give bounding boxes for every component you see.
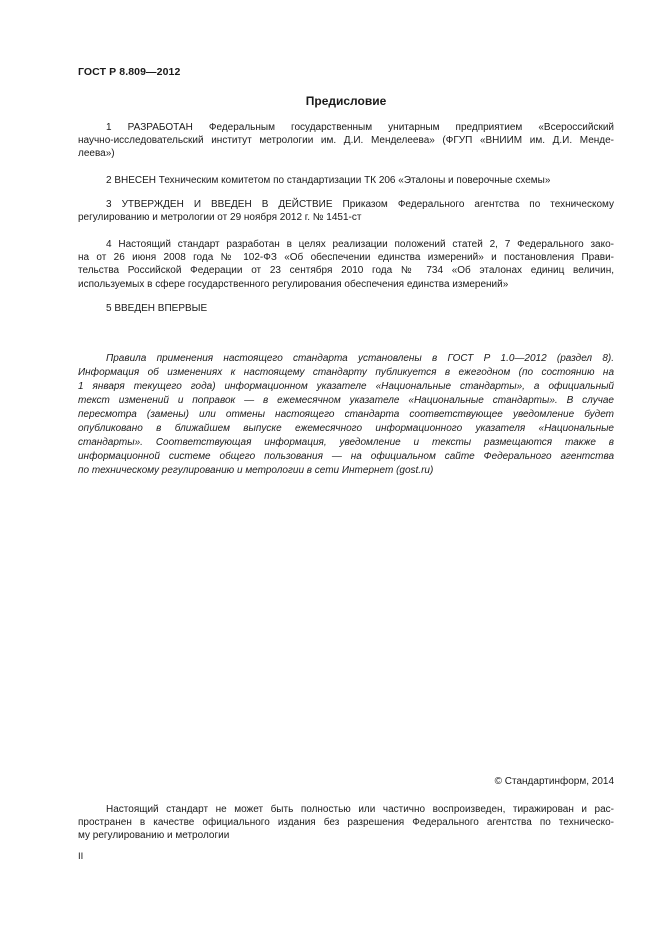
section-3-approved bbox=[78, 198, 614, 224]
section-4-purpose bbox=[78, 238, 614, 291]
application-rules-notice bbox=[78, 352, 614, 478]
section-3-line-2: регулированию и метрологии от 29 ноября 2012 г. № 1451-ст bbox=[78, 212, 362, 224]
section-3-line-1: 3 УТВЕРЖДЕН И ВВЕДЕН В ДЕЙСТВИЕ Приказом Федерального агентства по техническому bbox=[106, 199, 614, 210]
section-2-submitted-by bbox=[78, 174, 614, 187]
notice-line-1: Правила применения настоящего стандарта установлены в ГОСТ Р 1.0—2012 (раздел 8). bbox=[106, 353, 614, 364]
section-4-line-2: на от 26 июня 2008 года № 102-ФЗ «Об обеспечении единства измерений» и постановления Прави- bbox=[78, 252, 614, 264]
notice-line-9: по техническому регулированию и метрологии в сети Интернет (gost.ru) bbox=[78, 465, 434, 476]
notice-line-5: пересмотра (замены) или отмены настоящего стандарта соответствующее уведомление будет bbox=[78, 409, 614, 420]
reproduction-restriction-text bbox=[78, 803, 614, 843]
notice-line-6: опубликовано в ближайшем выпуске ежемесячного информационного указателя «Национальные bbox=[78, 423, 614, 434]
section-1-line-1: 1 РАЗРАБОТАН Федеральным государственным унитарным предприятием «Всероссийский bbox=[106, 122, 614, 133]
section-4-line-4: используемых в сфере государственного регулирования обеспечения единства измерений» bbox=[78, 278, 509, 290]
notice-line-2: Информация об изменениях к настоящему стандарту публикуется в ежегодном (по состоянию на bbox=[78, 367, 614, 378]
section-1-line-3: леева») bbox=[78, 148, 115, 160]
section-1-developed-by bbox=[78, 121, 614, 161]
section-5-introduced bbox=[78, 302, 614, 315]
section-4-line-1: 4 Настоящий стандарт разработан в целях реализации положений статей 2, 7 Федерального зако- bbox=[106, 239, 614, 250]
footer-line-3: му регулированию и метрологии bbox=[78, 830, 230, 842]
footer-line-2: пространен в качестве официального издания без разрешения Федерального агентства по техническо- bbox=[78, 817, 614, 829]
section-2-line-1: 2 ВНЕСЕН Техническим комитетом по стандартизации ТК 206 «Эталоны и поверочные схемы» bbox=[106, 175, 551, 186]
notice-line-8: информационной системе общего пользования — на официальном сайте Федерального агентства bbox=[78, 451, 614, 462]
notice-line-7: стандарты». Соответствующая информация, уведомление и тексты размещаются также в bbox=[78, 437, 614, 448]
notice-line-3: 1 января текущего года) информационном указателе «Национальные стандарты», а официальный bbox=[78, 381, 614, 392]
footer-line-1: Настоящий стандарт не может быть полностью или частично воспроизведен, тиражирован и рас- bbox=[106, 804, 614, 815]
copyright-notice: © Стандартинформ, 2014 bbox=[494, 776, 614, 787]
notice-line-4: текст изменений и поправок — в ежемесячном указателе «Национальные стандарты». В случае bbox=[78, 395, 614, 406]
section-1-line-2: научно-исследовательский институт метрологии им. Д.И. Менделеева» (ФГУП «ВНИИМ им. Д.И. Менде- bbox=[78, 135, 614, 147]
section-4-line-3: тельства Российской Федерации от 23 сентября 2010 года № 734 «Об эталонах единиц величин, bbox=[78, 265, 614, 277]
page-title: Предисловие bbox=[305, 94, 387, 108]
section-5-line-1: 5 ВВЕДЕН ВПЕРВЫЕ bbox=[106, 303, 208, 314]
document-code: ГОСТ Р 8.809—2012 bbox=[78, 66, 181, 78]
page-number: II bbox=[78, 851, 84, 862]
